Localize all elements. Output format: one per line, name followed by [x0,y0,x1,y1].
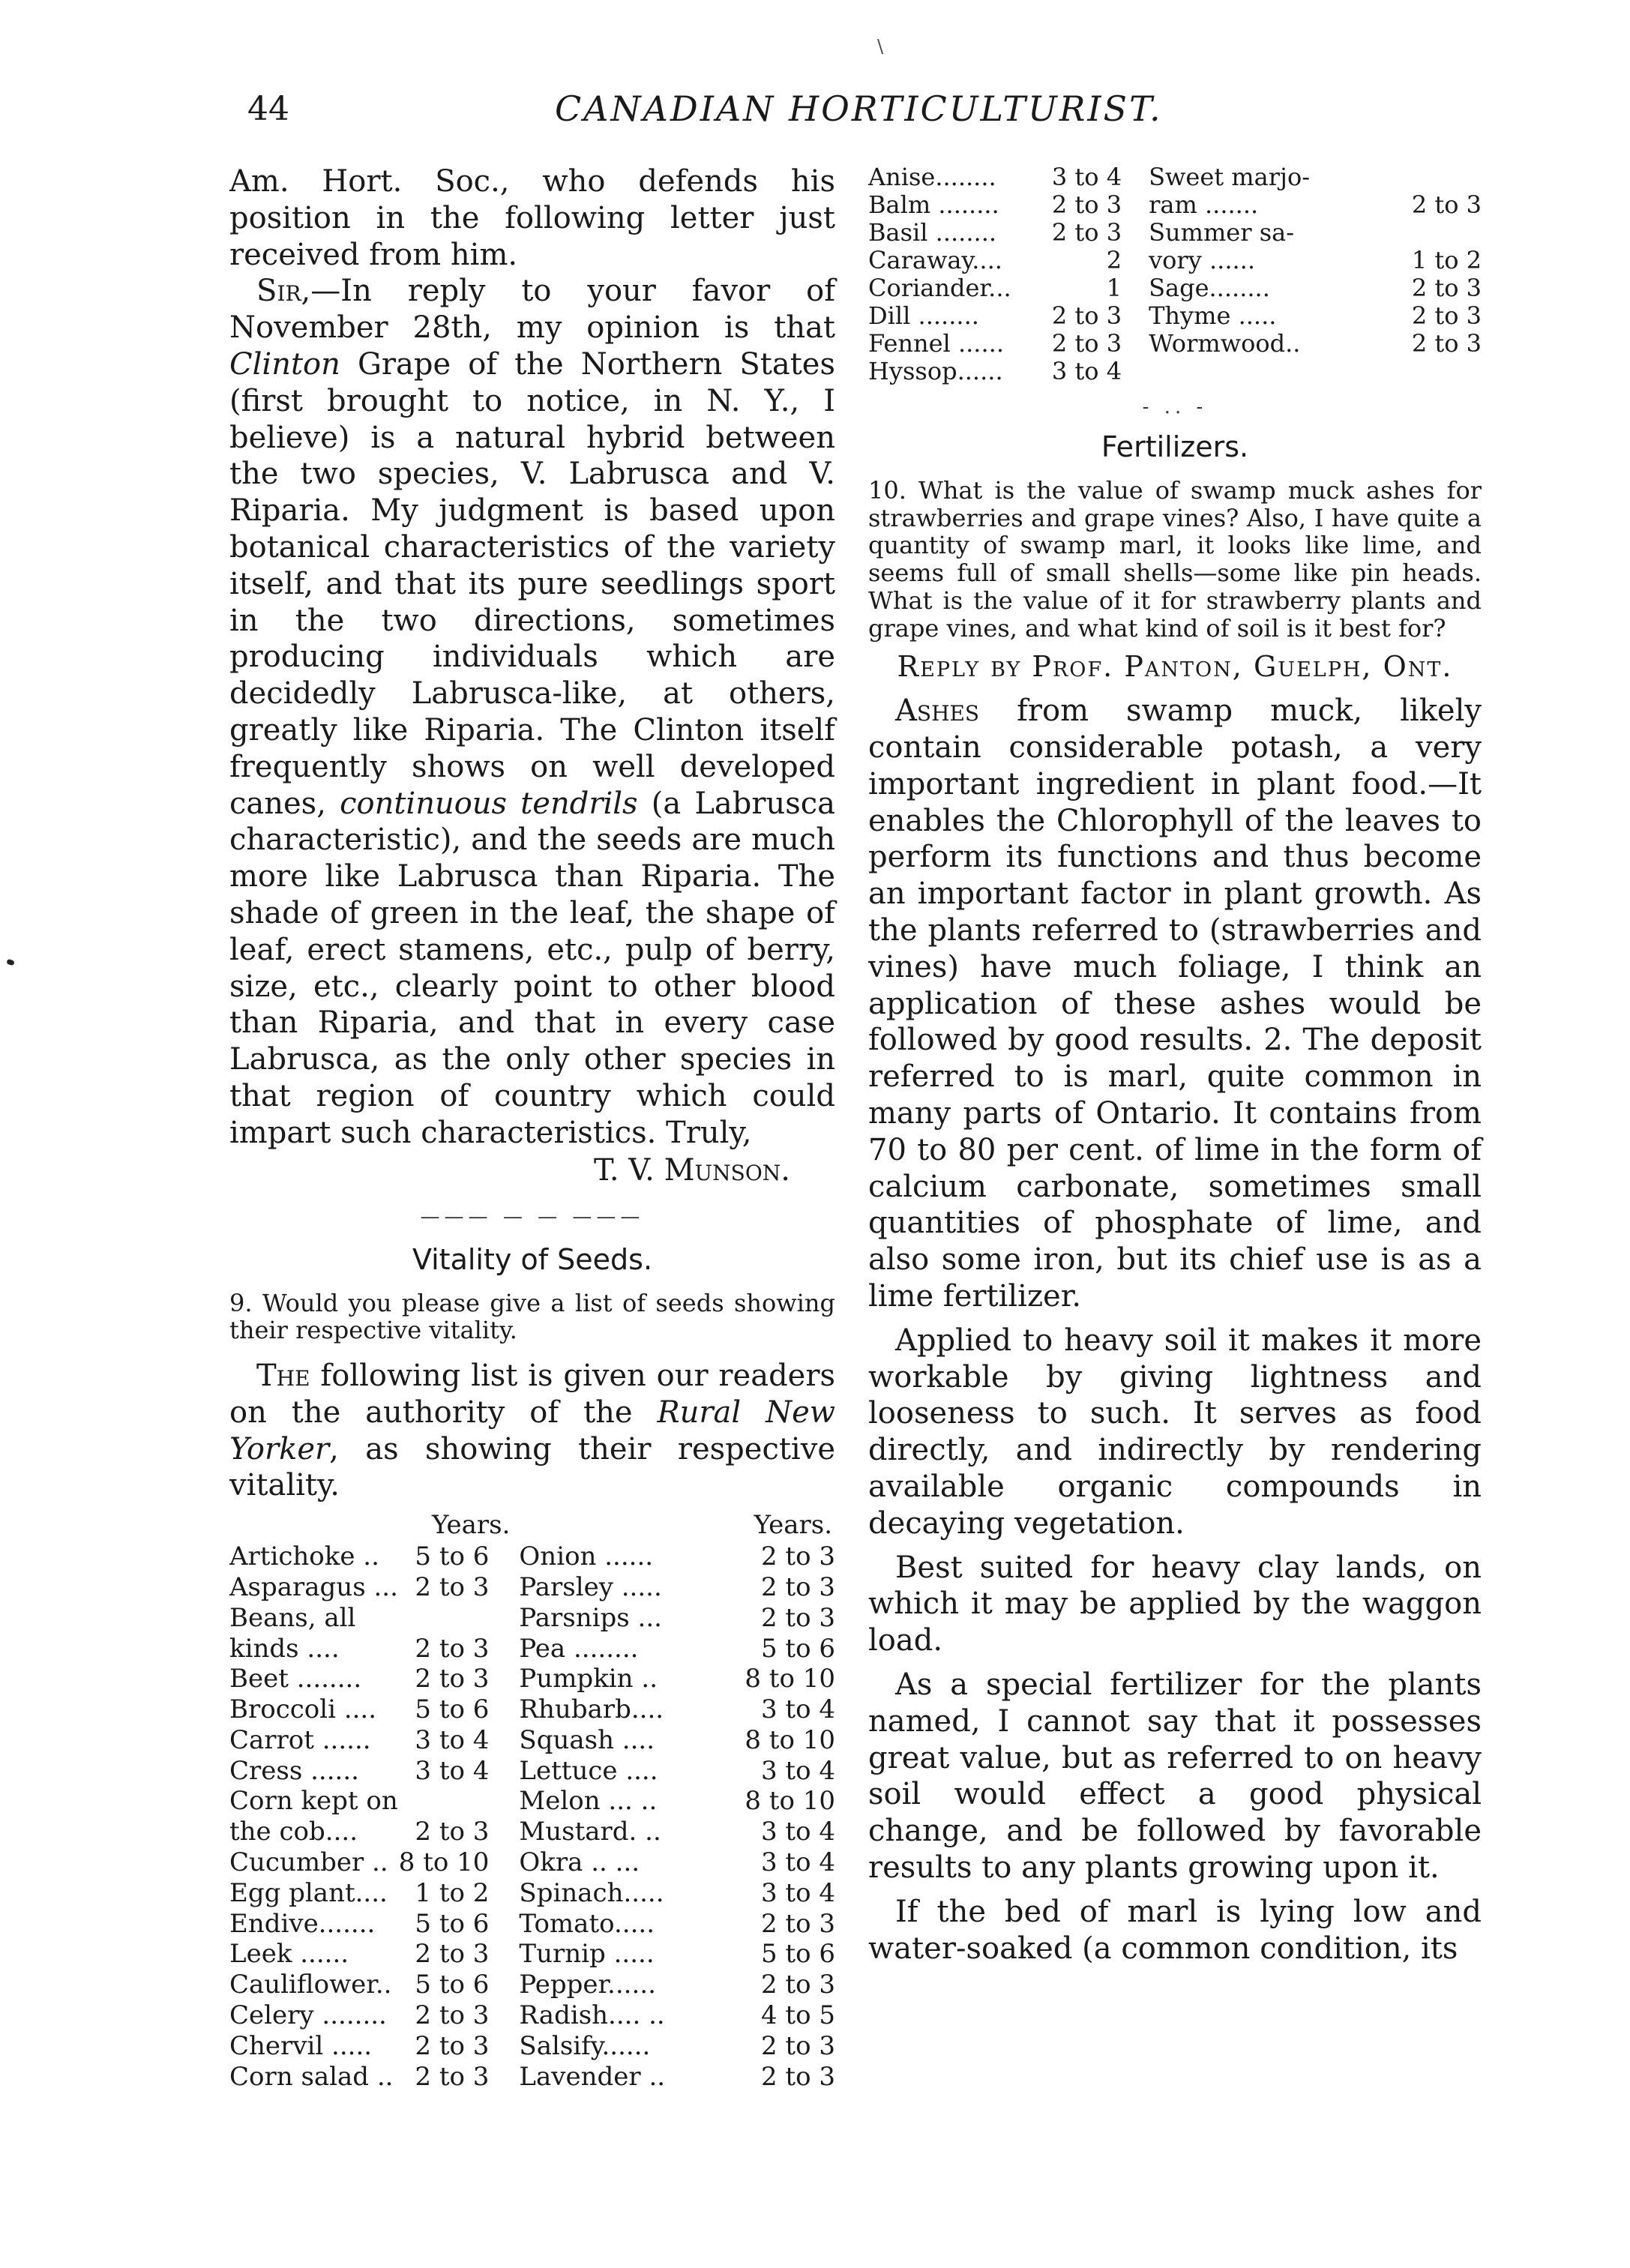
plant-name: Corn salad .. [229,2061,394,2092]
plant-name: Okra .. ... [519,1847,640,1878]
plant-name: Spinach..... [519,1877,664,1908]
plant-name: Wormwood.. [1149,329,1301,358]
years-value: 8 to 10 [745,1664,835,1694]
plant-name: Chervil ..... [229,2030,373,2061]
years-value: 2 to 3 [1411,274,1482,302]
seed-row [229,2062,835,2093]
herb-row [868,274,1482,302]
plant-name: Coriander... [868,274,1011,302]
years-value: 2 to 3 [760,1970,835,2000]
years-value: 2 to 3 [415,1939,490,1970]
plant-name: Pea ........ [519,1633,639,1664]
plant-name: Parsnips ... [519,1602,662,1633]
years-value: 2 to 3 [1051,301,1122,330]
seed-row [229,1939,835,1970]
plant-name: Pumpkin .. [519,1664,658,1694]
plant-name: Beet ........ [229,1664,362,1694]
ashes-lead: Ashes [895,694,980,729]
rural-new-yorker: Rural New Yorker [229,1395,835,1467]
letter-text-2: Grape of the Northern States (first brought to notice, in N. Y., I believe) is a natural hybrid between the two species, V. Labrusca and V. Riparia. My judgment is based upon botanical characteristics of the variety itself, and that its pure seedlings sport in the two directions, sometimes producing individuals which are decidedly Labrusca-like, at others, greatly like Riparia. The Clinton itself frequently shows on well developed canes, [229,346,835,821]
plant-name: Sage........ [1149,274,1270,302]
plant-name: Onion ...... [519,1541,654,1572]
plant-name [1144,358,1381,385]
years-value: 2 to 3 [415,2061,490,2092]
seed-row [229,1725,835,1756]
running-title: CANADIAN HORTICULTURIST. [555,88,1163,129]
years-value: 3 to 4 [760,1694,835,1725]
plant-name: Fennel ...... [868,329,1004,358]
years-value: 4 to 5 [760,2000,835,2031]
vitality-intro [229,1358,835,1504]
years-value: 3 to 4 [760,1755,835,1786]
years-value: 2 to 3 [415,1633,490,1664]
years-value: 2 to 3 [1051,329,1122,358]
reply-byline: Reply by Prof. Panton, Guelph, Ont. [897,650,1453,684]
years-value: 8 to 10 [398,1847,490,1878]
plant-name: Melon ... .. [519,1786,658,1817]
letter-text-3: (a Labrusca characteristic), and the seeds are much more like Labrusca than Riparia. The shade of green in the leaf, the shape of leaf, erect stamens, etc., pulp of berry, size, etc., clearly point to other blood than Riparia, and that in every case Labrusca, as the only other species in that region of country which could impart such characteristics. Truly, [229,786,835,1150]
years-value: 8 to 10 [745,1786,835,1817]
years-value: 2 to 3 [1411,329,1482,358]
years-value [1382,163,1482,191]
plant-name: Artichoke .. [229,1541,379,1572]
plant-name: Salsify...... [519,2030,651,2061]
years-value: 2 to 3 [415,2030,490,2061]
plant-name: Summer sa- [1149,218,1295,247]
years-value: 2 to 3 [1411,190,1482,219]
years-value: 2 to 3 [760,1541,835,1572]
years-value: 2 to 3 [415,2000,490,2031]
letter-text-1: —In reply to your favor of November 28th, my opinion is that [229,274,835,346]
seed-row [229,1970,835,2000]
herb-table-body [868,163,1482,385]
seed-row [229,1786,835,1817]
herb-row [868,191,1482,219]
short-divider: - .. - [1142,396,1208,418]
years-value: 3 to 4 [1051,163,1122,191]
plant-name: Pepper...... [519,1970,656,2000]
herb-row [868,247,1482,274]
years-value: 2 to 3 [1051,218,1122,247]
years-value: 2 to 3 [760,1908,835,1939]
plant-name: Lettuce .... [519,1755,658,1786]
years-value: 5 to 6 [760,1633,835,1664]
seed-row [229,2031,835,2062]
plant-name: Balm ........ [868,190,999,219]
years-value: 5 to 6 [415,1694,490,1725]
plant-name: Broccoli .... [229,1694,377,1725]
seed-row [229,1603,835,1634]
years-value [398,1786,514,1817]
seed-row [229,1909,835,1940]
vitality-intro-text-1: following list is given our readers on the authority of the [229,1358,835,1430]
years-value: 3 to 4 [760,1817,835,1847]
fertilizers-paragraph-4: As a special fertilizer for the plants named, I cannot say that it possesses great value, but as referred to on heavy soil would effect a good physical change, and be followed by favorable results to any plants growing upon it. [868,1667,1482,1885]
plant-name: Sweet marjo- [1149,163,1311,191]
years-value: 5 to 6 [415,1541,490,1572]
fertilizers-paragraph-3: Best suited for heavy clay lands, on which it may be applied by the waggon load. [868,1550,1482,1658]
section-divider: ——— — — ——— [420,1205,645,1228]
letter-clinton: Clinton [229,346,340,382]
fertilizers-heading: Fertilizers. [1101,430,1249,463]
years-value: 2 to 3 [760,1571,835,1602]
years-value [1382,358,1482,385]
seed-row [229,1634,835,1664]
fertilizers-paragraph-2: Applied to heavy soil it makes it more workable by giving lightness and looseness to such. It serves as food directly, and indirectly by rendering available organic compounds in decaying vegetation. [868,1323,1482,1541]
years-value: 2 to 3 [1051,190,1122,219]
years-value [1382,219,1482,247]
plant-name: Beans, all [229,1602,356,1633]
years-value: 2 to 3 [415,1817,490,1847]
seed-row [229,1847,835,1878]
fertilizers-paragraph-5: If the bed of marl is lying low and water-soaked (a common condition, its [868,1894,1482,1966]
years-value: 3 to 4 [415,1724,490,1755]
seed-row [229,1572,835,1603]
vitality-intro-text-2: , as showing their respective vitality. [229,1431,835,1503]
plant-name: vory ...... [1149,246,1255,274]
plant-name: Tomato..... [519,1908,655,1939]
years-value: 3 to 4 [415,1755,490,1786]
plant-name: Caraway.... [868,246,1002,274]
munson-letter [229,273,835,1151]
plant-name: Egg plant.... [229,1877,388,1908]
plant-name: kinds .... [229,1633,340,1664]
letter-salutation: Sir, [256,274,311,309]
years-header-2: Years. [754,1510,832,1541]
seed-row [229,1817,835,1847]
fertilizers-text-1: from swamp muck, likely contain considerable potash, a very important ingredient in plant food.—It enables the Chlorophyll of the leaves to perform its functions and thus become an important factor in plant growth. As the plants referred to (strawberries and vines) have much foliage, I think an application of these ashes would be followed by good results. 2. The deposit referred to is marl, quite common in many parts of Ontario. It contains from 70 to 80 per cent. of lime in the form of calcium carbonate, sometimes small quantities of phosphate of lime, and also some iron, but its chief use is as a lime fertilizer. [868,694,1482,1314]
years-value: 2 [1106,246,1122,274]
print-mark: \ [877,36,884,57]
herb-row [868,163,1482,191]
vitality-intro-lead: The [256,1358,310,1393]
years-value: 2 to 3 [415,1664,490,1694]
left-column [229,163,835,2092]
years-value: 5 to 6 [415,1970,490,2000]
years-value: 3 to 4 [1051,357,1122,385]
herb-row [868,219,1482,247]
plant-name: Squash .... [519,1724,655,1755]
years-value: 8 to 10 [745,1724,835,1755]
page-number: 44 [247,90,289,128]
years-value [398,1603,514,1634]
plant-name: Basil ........ [868,218,997,247]
years-value: 2 to 3 [760,2030,835,2061]
plant-name: Anise........ [868,163,996,191]
plant-name: Carrot ...... [229,1724,371,1755]
plant-name: Celery ........ [229,2000,387,2031]
seed-row [229,1664,835,1694]
years-value: 1 [1106,274,1122,302]
plant-name: the cob.... [229,1817,358,1847]
seed-table-body [229,1541,835,2092]
plant-name: Thyme ..... [1149,301,1277,330]
seed-table-header [229,1510,835,1541]
plant-name: Lavender .. [519,2061,666,2092]
plant-name: Rhubarb.... [519,1694,664,1725]
years-value: 5 to 6 [415,1908,490,1939]
plant-name: Endive....... [229,1908,376,1939]
fertilizers-question: 10. What is the value of swamp muck ashes for strawberries and grape vines? Also, I have quite a quantity of swamp marl, it looks like lime, and seems full of small shells—some like pin heads. What is the value of it for strawberry plants and grape vines, and what kind of soil is it best for? [868,476,1482,643]
letter-intro: Am. Hort. Soc., who defends his position in the following letter just received from him. [229,164,835,272]
plant-name: Leek ...... [229,1939,349,1970]
herb-vitality-table [868,163,1482,385]
plant-name: Parsley ..... [519,1571,662,1602]
seed-row [229,1756,835,1787]
plant-name: Mustard. .. [519,1817,661,1847]
plant-name: Asparagus ... [229,1571,398,1602]
plant-name: Turnip ..... [519,1939,655,1970]
years-value: 2 to 3 [760,2061,835,2092]
years-value: 3 to 4 [760,1877,835,1908]
seed-row [229,1541,835,1572]
fertilizers-paragraph-1 [868,693,1482,1315]
plant-name: Hyssop...... [868,357,1003,385]
plant-name: Corn kept on [229,1786,398,1817]
years-value: 1 to 2 [1411,246,1482,274]
herb-row [868,330,1482,358]
years-value: 2 to 3 [760,1602,835,1633]
letter-signature: T. V. Munson. [594,1152,790,1188]
right-column [868,163,1482,1967]
plant-name: ram ....... [1149,190,1259,219]
vitality-question: 9. Would you please give a list of seeds showing their respective vitality. [229,1288,835,1345]
years-value: 3 to 4 [760,1847,835,1878]
plant-name: Cauliflower.. [229,1970,392,2000]
seed-vitality-table [229,1510,835,2092]
plant-name: Dill ........ [868,301,979,330]
letter-tendrils: continuous tendrils [340,786,638,821]
years-value: 2 to 3 [1411,301,1482,330]
herb-row [868,358,1482,385]
seed-row [229,1694,835,1725]
plant-name: Cress ...... [229,1755,359,1786]
years-header-1: Years. [432,1510,511,1541]
seed-row [229,1878,835,1909]
herb-row [868,302,1482,330]
years-value: 1 to 2 [415,1877,490,1908]
ink-speck [6,959,15,966]
years-value: 5 to 6 [760,1939,835,1970]
plant-name: Cucumber .. [229,1847,388,1878]
years-value: 2 to 3 [415,1571,490,1602]
plant-name: Radish.... .. [519,2000,665,2031]
vitality-heading: Vitality of Seeds. [412,1242,653,1276]
seed-row [229,2000,835,2031]
